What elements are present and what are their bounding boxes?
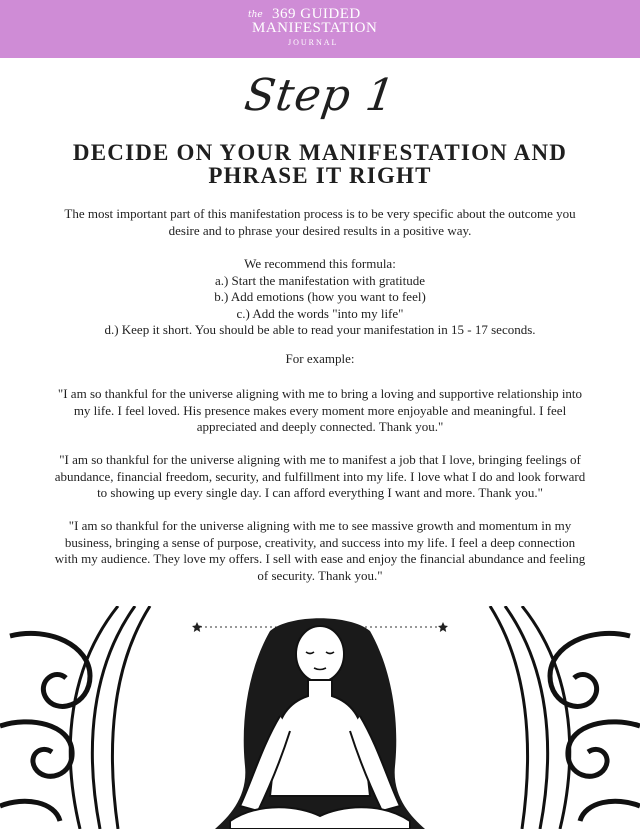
page-heading: DECIDE ON YOUR MANIFESTATION AND PHRASE IT RIGHT	[72, 140, 568, 188]
logo-line-1: 369 GUIDED	[272, 6, 361, 22]
meditation-illustration	[0, 606, 640, 829]
journal-logo	[248, 6, 408, 52]
header-band	[0, 0, 640, 58]
formula-block	[52, 256, 588, 339]
logo-the: the	[248, 10, 263, 20]
intro-paragraph: The most important part of this manifestation process is to be very specific about the outcome you desire and to phrase your desired results in a positive way.	[64, 206, 576, 238]
formula-item-d: d.) Keep it short. You should be able to read your manifestation in 15 - 17 seconds.	[104, 322, 536, 337]
ornament-left	[0, 606, 150, 829]
ornament-right	[490, 606, 640, 829]
step-title: Step 1	[241, 70, 399, 121]
logo-line-3: JOURNAL	[288, 38, 339, 47]
example-relationship: "I am so thankful for the universe aligning with me to bring a loving and supportive relationship into my life. I feel loved. His presence makes every moment more enjoyable and meaningful. I feel appreciated and deeply connected. Thank you."	[57, 386, 583, 434]
star-icon	[438, 622, 448, 632]
star-icon	[192, 622, 202, 632]
formula-item-b: b.) Add emotions (how you want to feel)	[214, 289, 426, 304]
formula-item-c: c.) Add the words "into my life"	[236, 305, 404, 321]
logo-line-2: MANIFESTATION	[252, 20, 378, 36]
example-job: "I am so thankful for the universe aligning with me to manifest a job that I love, bringing feelings of abundance, financial freedom, security, and fulfillment into my life. I love what I do and look forward to showing up every single day. I can afford everything I want and more. Thank you."	[54, 452, 586, 500]
formula-lead: We recommend this formula:	[244, 256, 396, 271]
meditating-woman	[215, 618, 425, 829]
formula-item-a: a.) Start the manifestation with gratitude	[214, 272, 426, 288]
example-business: "I am so thankful for the universe aligning with me to see massive growth and momentum in my business, bringing a sense of purpose, creativity, and success into my life. I feel a deep connection with my audience. They love my offers. I sell with ease and enjoy the financial abundance and feeling of security. Thank you."	[54, 518, 586, 583]
example-lead: For example:	[285, 351, 355, 366]
